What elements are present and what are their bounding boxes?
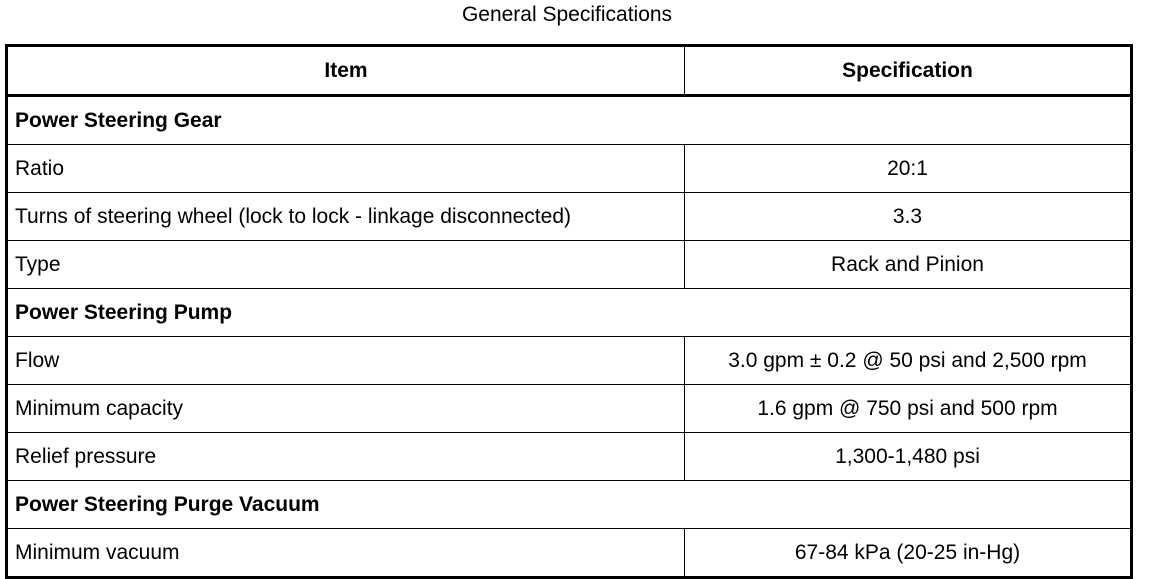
specification-cell: 3.3 bbox=[685, 193, 1132, 241]
item-cell: Minimum vacuum bbox=[7, 529, 685, 578]
section-power-steering-purge-vacuum: Power Steering Purge Vacuum bbox=[7, 481, 1132, 529]
section-row bbox=[7, 96, 1132, 145]
header-specification: Specification bbox=[685, 46, 1132, 96]
item-cell: Relief pressure bbox=[7, 433, 685, 481]
section-row bbox=[7, 481, 1132, 529]
specification-cell: 3.0 gpm ± 0.2 @ 50 psi and 2,500 rpm bbox=[685, 337, 1132, 385]
table-row bbox=[7, 241, 1132, 289]
section-row bbox=[7, 289, 1132, 337]
specification-cell: 67-84 kPa (20-25 in-Hg) bbox=[685, 529, 1132, 578]
item-cell: Minimum capacity bbox=[7, 385, 685, 433]
table-header-row bbox=[7, 46, 1132, 96]
item-cell: Ratio bbox=[7, 145, 685, 193]
table-row bbox=[7, 385, 1132, 433]
specification-cell: 1.6 gpm @ 750 psi and 500 rpm bbox=[685, 385, 1132, 433]
table-row bbox=[7, 193, 1132, 241]
specification-cell: Rack and Pinion bbox=[685, 241, 1132, 289]
section-power-steering-gear: Power Steering Gear bbox=[7, 96, 1132, 145]
item-cell: Flow bbox=[7, 337, 685, 385]
specification-cell: 1,300-1,480 psi bbox=[685, 433, 1132, 481]
specifications-table bbox=[5, 44, 1133, 579]
table-row bbox=[7, 529, 1132, 578]
table-row bbox=[7, 145, 1132, 193]
table-row bbox=[7, 337, 1132, 385]
table-row bbox=[7, 433, 1132, 481]
header-item: Item bbox=[7, 46, 685, 96]
item-cell: Type bbox=[7, 241, 685, 289]
item-cell: Turns of steering wheel (lock to lock - linkage disconnected) bbox=[7, 193, 685, 241]
table-caption: General Specifications bbox=[461, 3, 673, 26]
section-power-steering-pump: Power Steering Pump bbox=[7, 289, 1132, 337]
specification-cell: 20:1 bbox=[685, 145, 1132, 193]
